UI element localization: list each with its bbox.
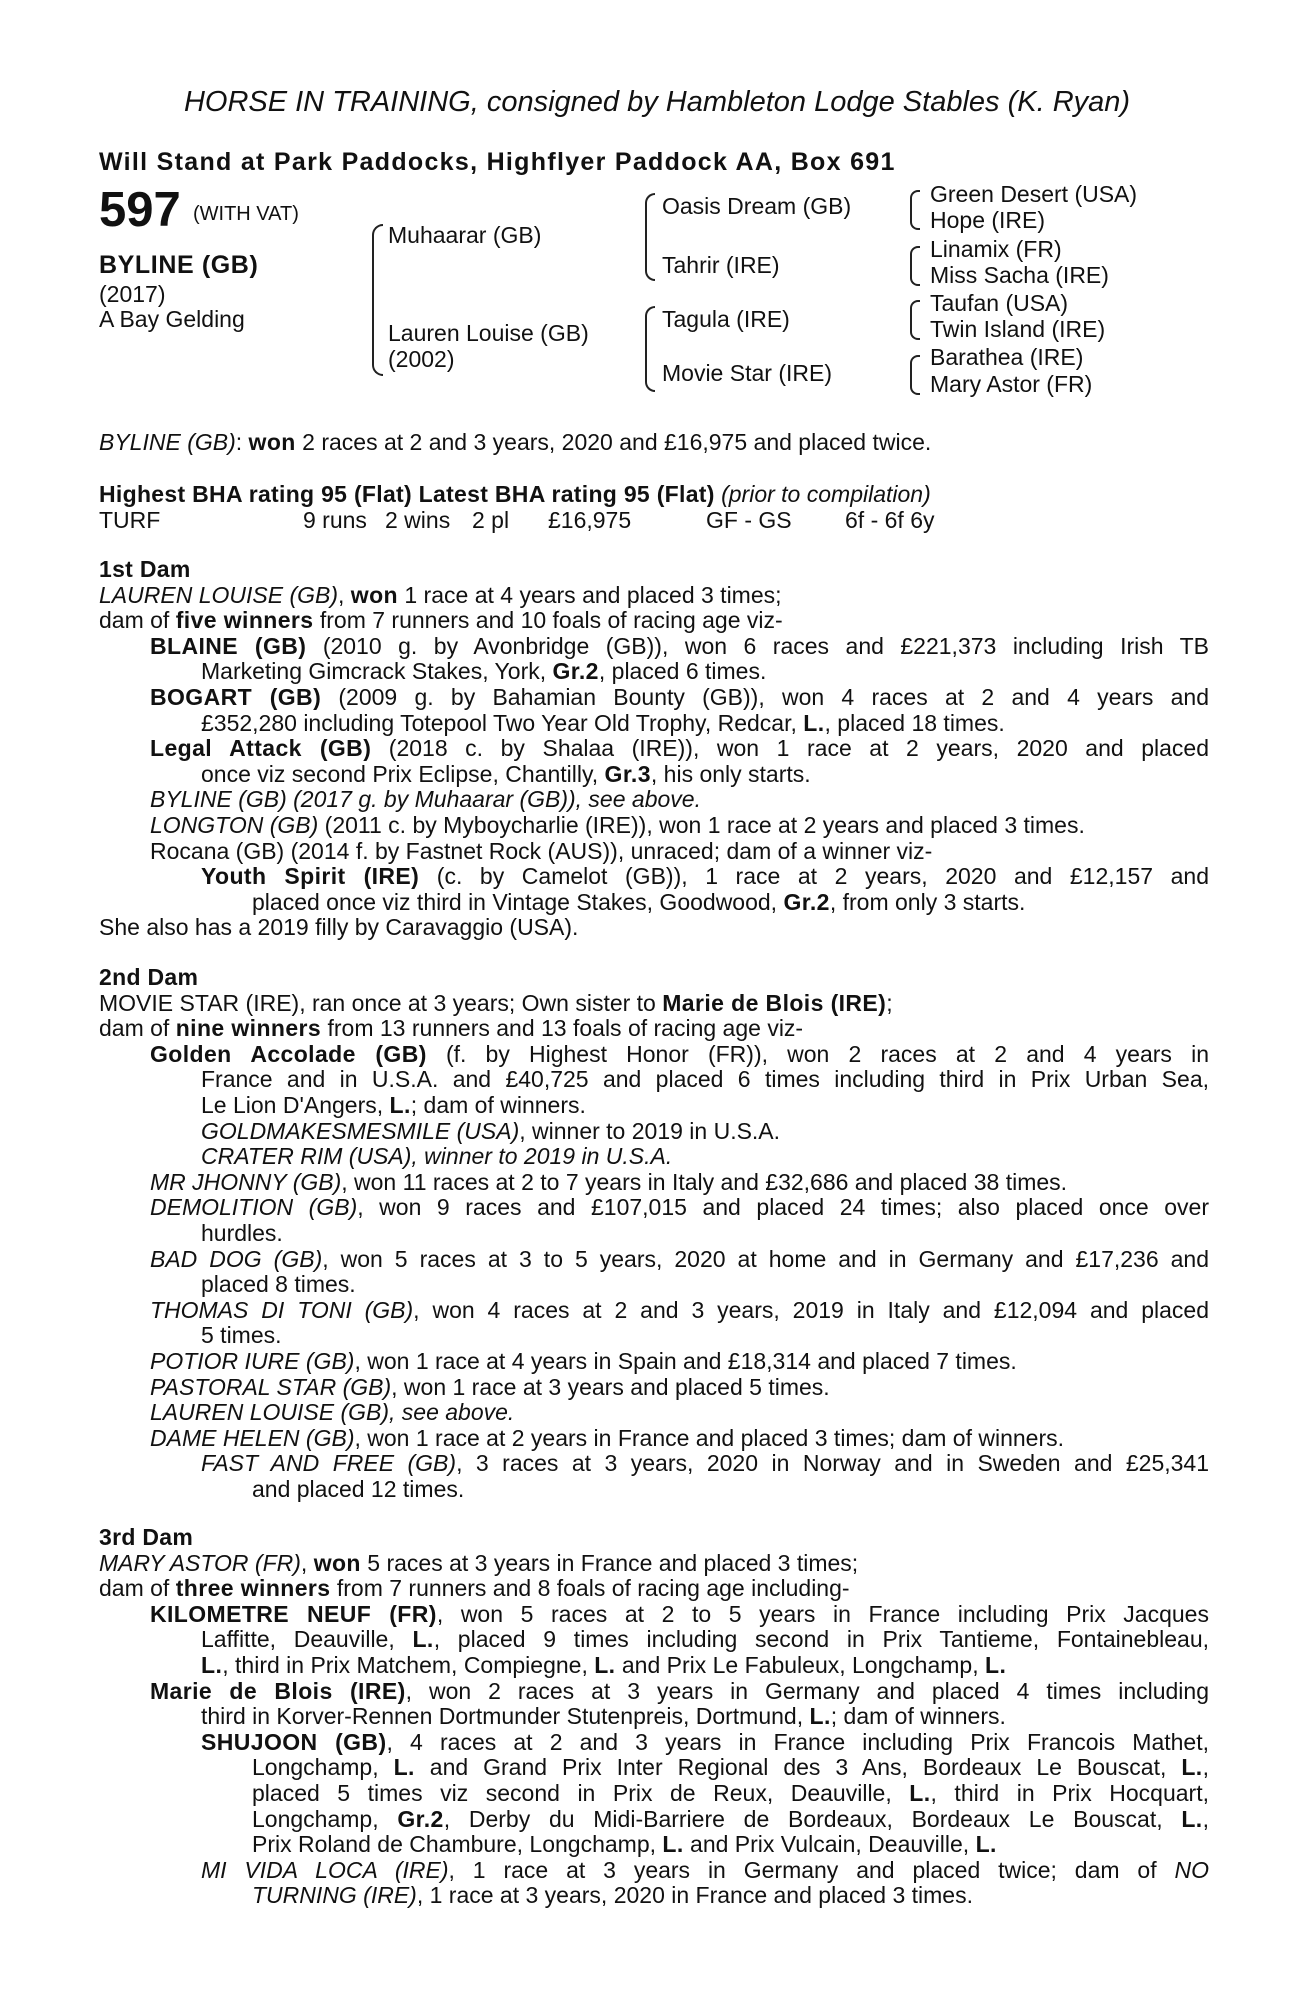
g3-7: Barathea (IRE) xyxy=(930,344,1084,370)
section-heading: 1st Dam xyxy=(99,556,191,582)
stat-runs: 9 runs xyxy=(303,507,367,533)
g3-8: Mary Astor (FR) xyxy=(930,371,1093,397)
race-summary: BYLINE (GB): won 2 races at 2 and 3 years, 2020 and £16,975 and placed twice. xyxy=(99,429,932,455)
g3-2: Hope (IRE) xyxy=(930,207,1046,233)
stand-location: Will Stand at Park Paddocks, Highflyer Paddock AA, Box 691 xyxy=(99,148,896,176)
horse-name: BYLINE (GB) xyxy=(99,251,259,279)
produce-entry: Youth Spirit (IRE) (c. by Camelot (GB)), 1 race at 2 years, 2020 and £12,157 and xyxy=(201,863,1209,890)
produce-note: She also has a 2019 filly by Caravaggio (USA). xyxy=(99,914,579,941)
vat-note: (WITH VAT) xyxy=(193,203,299,225)
dam-record: LAUREN LOUISE (GB), won 1 race at 4 years and placed 3 times; xyxy=(99,581,782,608)
section-heading: 3rd Dam xyxy=(99,1524,194,1550)
produce-entry: BOGART (GB) (2009 g. by Bahamian Bounty (GB)), won 4 races at 2 and 4 years and xyxy=(150,683,1209,710)
produce-entry: DEMOLITION (GB), won 9 races and £107,015 and placed 24 times; also placed once over xyxy=(150,1194,1210,1221)
produce-entry: KILOMETRE NEUF (FR), won 5 races at 2 to 5 years in France including Prix Jacques xyxy=(150,1600,1209,1627)
produce-entry: Legal Attack (GB) (2018 c. by Shalaa (IRE)), won 1 race at 2 years, 2020 and placed xyxy=(150,735,1209,762)
g3-3: Linamix (FR) xyxy=(930,236,1062,262)
produce-entry: Rocana (GB) (2014 f. by Fastnet Rock (AUS)), unraced; dam of a winner viz- xyxy=(150,837,933,864)
dam-produce-summary: dam of nine winners from 13 runners and 13 foals of racing age viz- xyxy=(99,1015,804,1042)
brace-g4 xyxy=(910,355,920,395)
produce-entry: PASTORAL STAR (GB), won 1 race at 3 years and placed 5 times. xyxy=(150,1373,830,1400)
dam-year: (2002) xyxy=(388,346,455,372)
lot-number: 597 xyxy=(99,183,181,237)
brace-g1 xyxy=(910,190,920,230)
g3-1: Green Desert (USA) xyxy=(930,181,1138,207)
third-dam-section: 3rd Dam MARY ASTOR (FR), won 5 races at 3 years in France and placed 3 times; dam of three winners from 7 runners and 8 foals of racing age including- KILOMETRE NEUF (FR), won 5 races at 2 to 5 years in France including Prix Jacques Laffitte, Deauville, L., placed 9 times including second in Prix Tantieme, Fontainebleau, L., third in Prix Matchem, Compiegne, L. and Prix Le Fabuleux, Longchamp, L. Marie de Blois (IRE), won 2 races at 3 years in Germany and placed 4 times including third in Korver-Rennen Dortmunder Stutenpreis, Dortmund, L.; dam of winners. SHUJOON (GB), 4 races at 2 and 3 years in France including Prix Francois Mathet, Longchamp, L. and Grand Prix Inter Regional des 3 Ans, Bordeaux Le Bouscat, L., placed 5 times viz second in Prix de Reux, Deauville, L., third in Prix Hocquart, Longchamp, Gr.2, Derby du Midi-Barriere de Bordeaux, Bordeaux Le Bouscat, L., Prix Roland de Chambure, Longchamp, L. and Prix Vulcain, Deauville, L. MI VIDA LOCA (IRE), 1 race at 3 years in Germany and placed twice; dam of NO TURNING (IRE), 1 race at 3 years, 2020 in France and placed 3 times. xyxy=(99,1524,1210,1909)
second-dam-section: 2nd Dam MOVIE STAR (IRE), ran once at 3 years; Own sister to Marie de Blois (IRE); dam of nine winners from 13 runners and 13 foals of racing age viz- Golden Accolade (GB) (f. by Highest Honor (FR)), won 2 races at 2 and 4 years in France and in U.S.A. and £40,725 and placed 6 times including third in Prix Urban Sea, Le Lion D'Angers, L.; dam of winners. GOLDMAKESMESMILE (USA), winner to 2019 in U.S.A. CRATER RIM (USA), winner to 2019 in U.S.A. MR JHONNY (GB), won 11 races at 2 to 7 years in Italy and £32,686 and placed 38 times. DEMOLITION (GB), won 9 races and £107,015 and placed 24 times; also placed once over hurdles. BAD DOG (GB), won 5 races at 3 to 5 years, 2020 at home and in Germany and £17,236 and placed 8 times. THOMAS DI TONI (GB), won 4 races at 2 and 3 years, 2019 in Italy and £12,094 and placed 5 times. POTIOR IURE (GB), won 1 race at 4 years in Spain and £18,314 and placed 7 times. PASTORAL STAR (GB), won 1 race at 3 years and placed 5 times. LAUREN LOUISE (GB), see above. DAME HELEN (GB), won 1 race at 2 years in France and placed 3 times; dam of winners. FAST AND FREE (GB), 3 races at 3 years, 2020 in Norway and in Sweden and £25,341 and placed 12 times. xyxy=(99,964,1210,1502)
produce-entry: THOMAS DI TONI (GB), won 4 races at 2 and 3 years, 2019 in Italy and £12,094 and placed xyxy=(150,1296,1209,1323)
sire: Muhaarar (GB) xyxy=(388,222,542,248)
stat-wins: 2 wins xyxy=(385,507,451,533)
produce-entry: GOLDMAKESMESMILE (USA), winner to 2019 in U.S.A. xyxy=(201,1117,781,1144)
first-dam-section: 1st Dam LAUREN LOUISE (GB), won 1 race at 4 years and placed 3 times; dam of five winners from 7 runners and 10 foals of racing age viz- BLAINE (GB) (2010 g. by Avonbridge (GB)), won 6 races and £221,373 including Irish TB Marketing Gimcrack Stakes, York, Gr.2, placed 6 times. BOGART (GB) (2009 g. by Bahamian Bounty (GB)), won 4 races at 2 and 4 years and £352,280 including Totepool Two Year Old Trophy, Redcar, L., placed 18 times. Legal Attack (GB) (2018 c. by Shalaa (IRE)), won 1 race at 2 years, 2020 and placed once viz second Prix Eclipse, Chantilly, Gr.3, his only starts. BYLINE (GB) (2017 g. by Muhaarar (GB)), see above. LONGTON (GB) (2011 c. by Myboycharlie (IRE)), won 1 race at 2 years and placed 3 times. Rocana (GB) (2014 f. by Fastnet Rock (AUS)), unraced; dam of a winner viz- Youth Spirit (IRE) (c. by Camelot (GB)), 1 race at 2 years, 2020 and £12,157 and placed once viz third in Vintage Stakes, Goodwood, Gr.2, from only 3 starts. She also has a 2019 filly by Caravaggio (USA). xyxy=(99,556,1210,941)
produce-entry: MI VIDA LOCA (IRE), 1 race at 3 years in Germany and placed twice; dam of NO xyxy=(201,1856,1209,1883)
produce-entry: BYLINE (GB) (2017 g. by Muhaarar (GB)), see above. xyxy=(150,786,701,813)
horse-description: A Bay Gelding xyxy=(99,306,245,332)
brace-gen1 xyxy=(372,224,383,376)
foaling-year: (2017) xyxy=(99,281,166,307)
ratings-heading: Highest BHA rating 95 (Flat) Latest BHA rating 95 (Flat) (prior to compilation) xyxy=(99,481,931,507)
produce-entry: LAUREN LOUISE (GB), see above. xyxy=(150,1399,515,1426)
dam-dam: Movie Star (IRE) xyxy=(662,360,832,386)
stat-going: GF - GS xyxy=(706,507,792,533)
produce-entry: BAD DOG (GB), won 5 races at 3 to 5 years, 2020 at home and in Germany and £17,236 and xyxy=(150,1245,1209,1272)
dam-record: MARY ASTOR (FR), won 5 races at 3 years in France and placed 3 times; xyxy=(99,1549,859,1576)
produce-entry: Golden Accolade (GB) (f. by Highest Honor (FR)), won 2 races at 2 and 4 years in xyxy=(150,1040,1209,1067)
dam-produce-summary: dam of five winners from 7 runners and 10 foals of racing age viz- xyxy=(99,607,783,634)
stat-distance: 6f - 6f 6y xyxy=(845,507,935,533)
dam-record: MOVIE STAR (IRE), ran once at 3 years; Own sister to Marie de Blois (IRE); xyxy=(99,989,893,1016)
produce-entry: BLAINE (GB) (2010 g. by Avonbridge (GB)), won 6 races and £221,373 including Irish TB xyxy=(150,632,1210,659)
stat-surface: TURF xyxy=(99,507,161,533)
produce-entry: CRATER RIM (USA), winner to 2019 in U.S.A. xyxy=(201,1143,673,1170)
produce-entry: SHUJOON (GB), 4 races at 2 and 3 years in France including Prix Francois Mathet, xyxy=(201,1728,1209,1755)
brace-sire xyxy=(645,193,655,281)
produce-entry: DAME HELEN (GB), won 1 race at 2 years in France and placed 3 times; dam of winners. xyxy=(150,1424,1065,1451)
produce-entry: POTIOR IURE (GB), won 1 race at 4 years in Spain and £18,314 and placed 7 times. xyxy=(150,1347,1017,1374)
brace-dam xyxy=(645,306,655,392)
stat-earnings: £16,975 xyxy=(548,507,632,533)
dam-sire: Tagula (IRE) xyxy=(662,306,790,332)
brace-g2 xyxy=(910,246,920,286)
sire-sire: Oasis Dream (GB) xyxy=(662,193,852,219)
dam: Lauren Louise (GB) xyxy=(388,320,589,346)
dam-produce-summary: dam of three winners from 7 runners and 8 foals of racing age including- xyxy=(99,1575,850,1602)
g3-5: Taufan (USA) xyxy=(930,290,1069,316)
catalogue-title: HORSE IN TRAINING, consigned by Hambleton Lodge Stables (K. Ryan) xyxy=(183,86,1131,118)
section-heading: 2nd Dam xyxy=(99,964,199,990)
g3-6: Twin Island (IRE) xyxy=(930,316,1106,342)
brace-g3 xyxy=(910,300,920,340)
sire-dam: Tahrir (IRE) xyxy=(662,252,780,278)
g3-4: Miss Sacha (IRE) xyxy=(930,262,1109,288)
produce-entry: Marie de Blois (IRE), won 2 races at 3 years in Germany and placed 4 times including xyxy=(150,1677,1210,1704)
stat-placed: 2 pl xyxy=(472,507,510,533)
produce-entry: LONGTON (GB) (2011 c. by Myboycharlie (IRE)), won 1 race at 2 years and placed 3 times. xyxy=(150,811,1085,838)
produce-entry: MR JHONNY (GB), won 11 races at 2 to 7 years in Italy and £32,686 and placed 38 times. xyxy=(150,1168,1068,1195)
produce-entry: FAST AND FREE (GB), 3 races at 3 years, 2020 in Norway and in Sweden and £25,341 xyxy=(201,1450,1210,1477)
